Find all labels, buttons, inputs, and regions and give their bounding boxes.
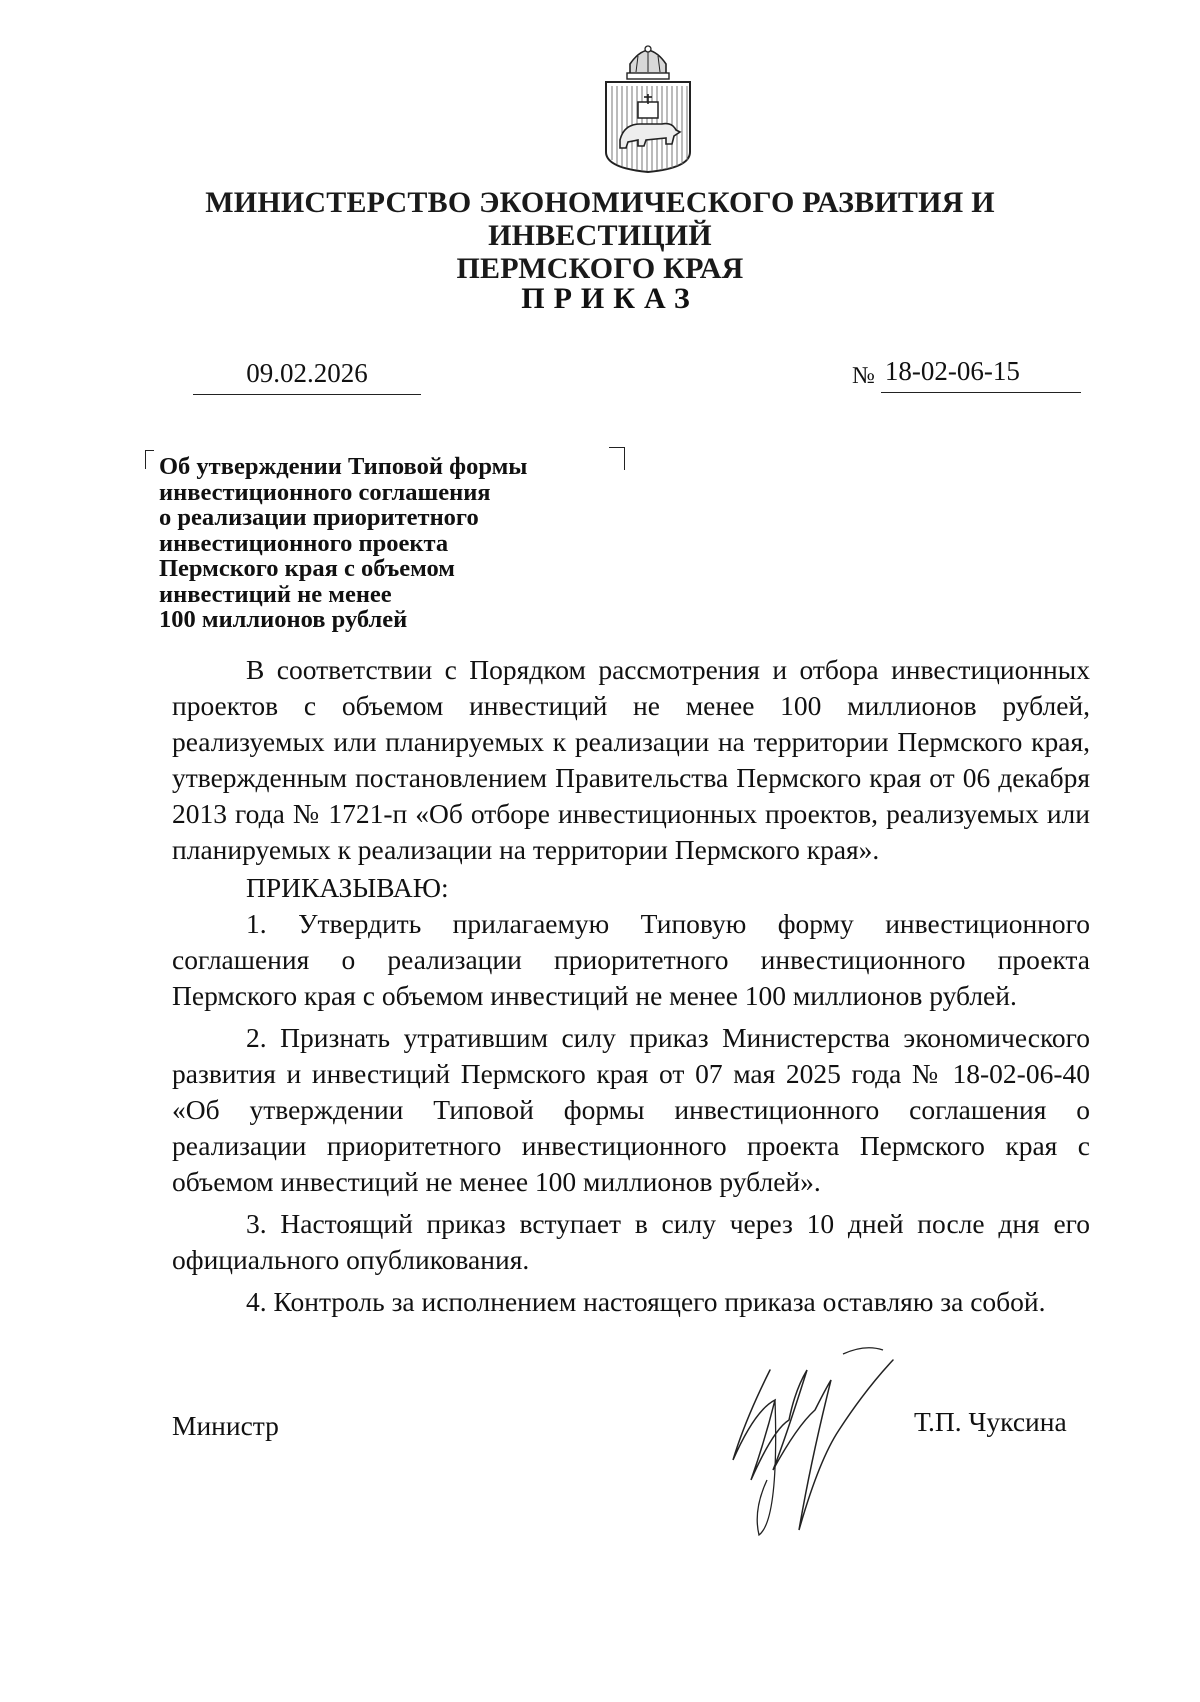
order-directive: ПРИКАЗЫВАЮ: [246,872,449,903]
subject-line: о реализации приоритетного [159,504,479,531]
signatory-name: Т.П. Чуксина [914,1406,1067,1437]
handwritten-signature [715,1330,945,1545]
order-item-3: 3. Настоящий приказ вступает в силу через 10 дней после дня его официального опубликования. [172,1208,1090,1275]
order-item-1: 1. Утвердить прилагаемую Типовую форму инвестиционного соглашения о реализации приоритетного инвестиционного проекта Пермского края с объемом инвестиций не менее 100 миллионов рублей. [172,908,1090,1011]
subject-line: Об утверждении Типовой формы [159,453,528,480]
order-subject [159,454,629,633]
order-item-2: 2. Признать утратившим силу приказ Министерства экономического развития и инвестиций Пермского края от 07 мая 2025 года № 18-02-06-40 «Об утверждении Типовой формы инвестиционного соглашения о реализации приоритетного инвестиционного проекта Пермского края с объемом инвестиций не менее 100 миллионов рублей». [172,1022,1090,1197]
subject-line: Пермского края с объемом [159,555,455,582]
signatory-position: Министр [172,1410,279,1441]
order-title: ПРИКАЗ [521,282,699,315]
ministry-line-1: МИНИСТЕРСТВО ЭКОНОМИЧЕСКОГО РАЗВИТИЯ И ИНВЕСТИЦИЙ [205,186,995,252]
subject-line: инвестиционного проекта [159,529,449,557]
subject-line: 100 миллионов рублей [159,606,408,633]
order-date: 09.02.2026 [193,356,421,395]
subject-line: инвестиционного соглашения [159,478,491,506]
ministry-line-2: ПЕРМСКОГО КРАЯ [456,252,744,285]
subject-bracket-left [145,450,154,469]
order-number-block [852,354,1081,393]
subject-line: инвестиций не менее [159,580,392,608]
coat-of-arms-icon [600,44,696,174]
order-item-4: 4. Контроль за исполнением настоящего приказа оставляю за собой. [246,1286,1046,1317]
preamble-paragraph: В соответствии с Порядком рассмотрения и отбора инвестиционных проектов с объемом инвестиций не менее 100 миллионов рублей, реализуемых или планируемых к реализации на территории Пермского края, утвержденным постановлением Правительства Пермского края от 06 декабря 2013 года № 1721-п «Об отборе инвестиционных проектов, реализуемых или планируемых к реализации на территории Пермского края». [172,654,1090,865]
order-number: 18-02-06-15 [881,354,1081,393]
ministry-name [100,186,1100,285]
order-body [172,652,1090,1320]
number-sign: № [852,363,875,389]
